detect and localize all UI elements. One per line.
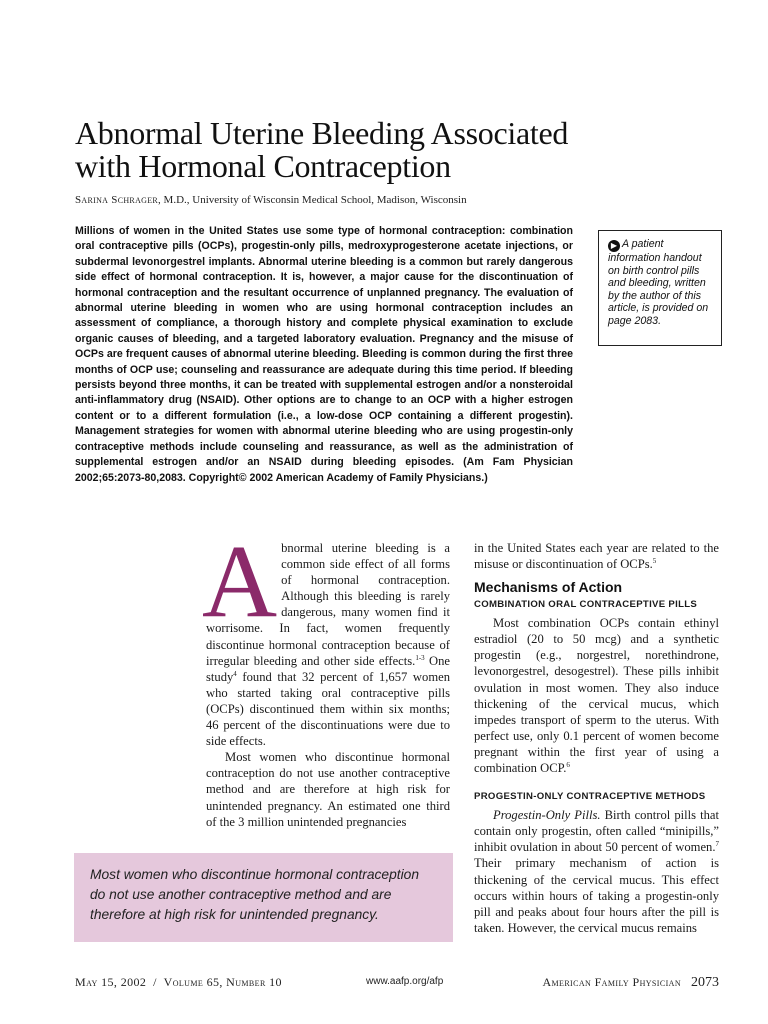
abstract: Millions of women in the United States use some type of hormonal contraception: combination oral contraceptive pills (OCPs), progestin-only pills, medroxyprogesterone acetate injections, or subdermal levonorgestrel implants. Abnormal uterine bleeding is a common but rarely dangerous side effect of hormonal contraception. It is, however, a major cause for the discontinuation of hormonal contraception and the resultant occurrence of unplanned pregnancy. The evaluation of abnormal uterine bleeding in women who are using hormonal contraception includes an assessment of compliance, a thorough history and complete physical examination to exclude organic causes of bleeding, and a targeted laboratory evaluation. Pregnancy and the misuse of OCPs are frequent causes of abnormal uterine bleeding. Bleeding is common during the first three months of OCP use; counseling and reassurance are adequate during this time period. If bleeding persists beyond three months, it can be treated with supplemental estrogen and/or a nonsteroidal anti-inflammatory drug (NSAID). Other options are to change to an OCP with a higher estrogen content or to a different formulation (i.e., a low-dose OCP containing a different progestin). Management strategies for women with abnormal uterine bleeding who are using progestin-only contraceptive methods include counseling and reassurance, as well as the administration of supplemental estrogen and/or an NSAID during bleeding episodes. (Am Fam Physician 2002;65:2073-80,2083. Copyright© 2002 American Academy of Family Physicians.) [75, 225, 573, 484]
intro-text: bnormal uterine bleeding is a common side effect of all forms of hormonal contraception. Although this bleeding is rarely dangerous, many women find it worrisome. In fact, women frequently discontinue hormonal contraception because of irregular bleeding and other side effects. [206, 541, 450, 668]
reference-superscript: 1-3 [415, 653, 425, 662]
footer-separator: / [153, 975, 157, 989]
body-paragraph: Most women who discontinue hormonal contraception do not use another contraceptive method and are therefore at high risk for unintended pregnancy. An estimated one third of the 3 million unintended pregnancies [206, 750, 450, 829]
spacer [474, 776, 719, 790]
progestin-only-text: Birth control pills that contain only progestin, often called “minipills,” inhibit ovulation in about 50 percent of women. [474, 808, 719, 855]
issue-date: May 15, 2002 [75, 975, 147, 989]
reference-superscript: 4 [233, 669, 237, 678]
pull-quote: Most women who discontinue hormonal contraception do not use another contraceptive method and are therefore at high risk for unintended pregnancy. [74, 853, 453, 942]
reference-superscript: 5 [652, 557, 657, 566]
intro-text-c: found that 32 percent of 1,657 women who started taking oral contraceptive pills (OCPs) discontinued them within six months; 46 percent of the discontinuations were due to side effects. [206, 669, 450, 749]
combination-ocp-text: Most combination OCPs contain ethinyl estradiol (20 to 50 mcg) and a synthetic progestin (e.g., norgestrel, norethindrone, levonorgestrel, desogestrel). These pills inhibit ovulation in most women. They also induce thickening of the cervical mucus, which impedes transport of sperm to the uterus. With perfect use, only 0.1 percent of women become pregnant within the first year of using a combination OCP. [474, 616, 719, 776]
page-footer [75, 975, 719, 993]
subsection-heading: PROGESTIN-ONLY CONTRACEPTIVE METHODS [474, 791, 706, 803]
page-number: 2073 [691, 975, 719, 990]
intro-paragraph [202, 524, 450, 749]
arrow-right-circle-icon: ▶ [608, 240, 620, 252]
reference-superscript: 6 [566, 761, 570, 770]
body-column-1 [202, 524, 450, 830]
patient-handout-box [598, 230, 722, 346]
intro-text-b: One study [206, 653, 450, 684]
journal-name: American Family Physician [542, 975, 681, 989]
journal-url[interactable]: www.aafp.org/afp [366, 976, 444, 987]
section-heading: Mechanisms of Action [474, 579, 623, 596]
run-in-heading: Progestin-Only Pills. [493, 808, 601, 823]
progestin-only-text-b: Their primary mechanism of action is thickening of the cervical mucus. This effect occurs within hours of taking a progestin-only pill and peaks about four hours after the pill is taken. However, the cervical mucus remains [474, 856, 719, 935]
article-title-line-1: Abnormal Uterine Bleeding Associated [75, 115, 569, 151]
reference-superscript: 7 [715, 840, 719, 849]
body-paragraph [474, 807, 719, 936]
article-title [75, 117, 695, 183]
subsection-heading: COMBINATION ORAL CONTRACEPTIVE PILLS [474, 599, 698, 611]
body-paragraph [474, 615, 719, 776]
continued-text: in the United States each year are related to the misuse or discontinuation of OCPs. [474, 541, 719, 572]
patient-handout-text: A patient information handout on birth control pills and bleeding, written by the author of this article, is provided on page 2083. [608, 238, 709, 327]
journal-and-page [542, 975, 719, 991]
issue-info [75, 975, 282, 990]
issue-volume: Volume 65, Number 10 [163, 975, 282, 989]
author-name: Sarina Schrager [75, 194, 159, 206]
body-column-2 [474, 540, 719, 936]
byline [75, 193, 715, 207]
body-paragraph [474, 540, 719, 572]
article-title-line-2: with Hormonal Contraception [75, 148, 451, 184]
drop-cap: A [202, 524, 278, 639]
author-affiliation: , M.D., University of Wisconsin Medical School, Madison, Wisconsin [158, 194, 467, 206]
